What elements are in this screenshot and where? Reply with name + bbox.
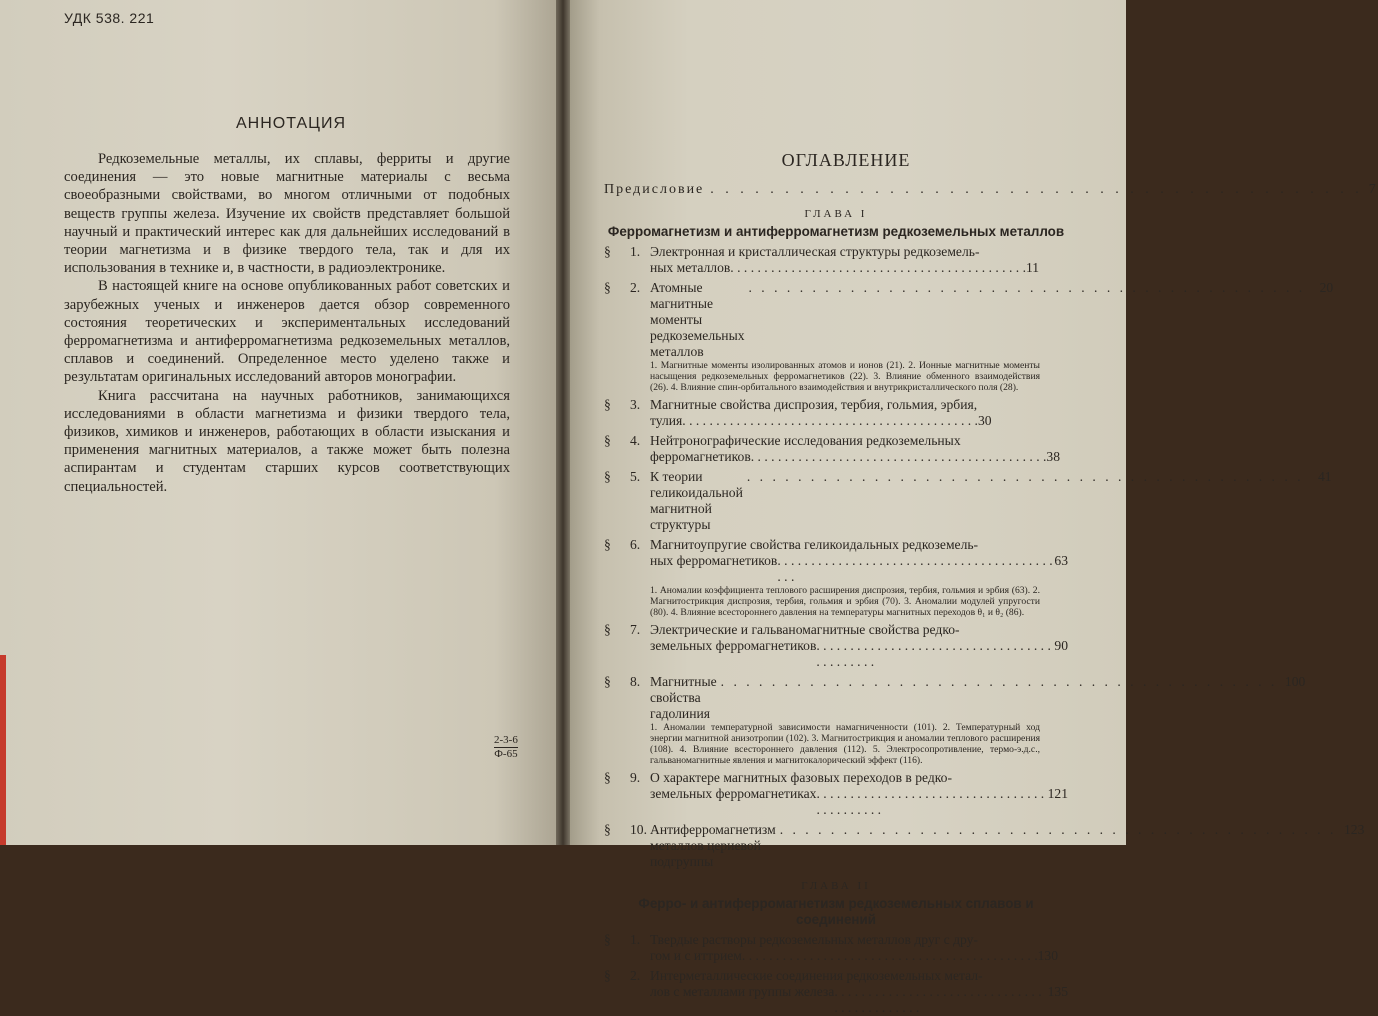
udk-code: УДК 538. 221 <box>64 10 155 26</box>
entry-title-first-line: Твердые растворы редкоземельных металлов друг с дру- <box>650 932 978 947</box>
leader-dots: . . . . . . . . . . . . . . . . . . . . . . . . . . . . . . . . . . . . . . . . . . . . <box>779 822 1337 837</box>
toc-entry-row[interactable] <box>604 280 1334 360</box>
toc-entry[interactable] <box>604 932 1068 964</box>
entry-title-tail: тулия <box>650 413 683 428</box>
leader-dots: . . . . . . . . . . . . . . . . . . . . . . . . . . . . . . . . . . . . . . . . . . . . <box>730 260 1026 275</box>
entry-number: 4. <box>630 433 641 448</box>
toc-entry[interactable] <box>604 770 1068 818</box>
section-sign: § <box>604 674 611 689</box>
entry-title-continuation <box>650 449 1068 465</box>
book-gutter <box>556 0 570 845</box>
entry-number: 1. <box>630 244 641 259</box>
section-sign: § <box>604 968 611 983</box>
toc-entry[interactable] <box>604 244 1068 276</box>
entry-title-tail: земельных ферромагнетиков <box>650 638 817 653</box>
toc-entry[interactable] <box>604 622 1068 670</box>
entry-number: 3. <box>630 397 641 412</box>
toc-entry-row[interactable] <box>604 770 1068 786</box>
entry-title-first-line: О характере магнитных фазовых переходов в редко- <box>650 770 953 785</box>
entry-subsections: 1. Аномалии температурной зависимости намагниченности (101). 2. Температурный ход энергии магнитной анизотропии (102). 3. Магнитострикция и аномалии теплового расширения (108). 4. Влияние всестороннего давления (112). 5. Электросопротивление, термо-э.д.с., гальваномагнитные явления и магнитокалорический эффект (116). <box>650 722 1040 766</box>
leader-dots: . . . . . . . . . . . . . . . . . . . . . . . . . . . . . . . . . . . . . . . . . . . . <box>682 413 978 428</box>
toc-entry-row[interactable] <box>604 822 1365 870</box>
preface-page: 7 <box>1368 182 1378 197</box>
toc-entry-row[interactable] <box>604 968 1068 984</box>
entry-page: 11 <box>1025 260 1040 275</box>
toc-entry[interactable] <box>604 280 1334 393</box>
entry-number: 1. <box>630 932 641 947</box>
entry-title-tail: ферромагнетиков <box>650 449 751 464</box>
entry-title-first-line: Интерметаллические соединения редкоземельных метал- <box>650 968 983 983</box>
toc-entry-row[interactable] <box>604 469 1332 533</box>
publisher-code-bottom: Ф-65 <box>494 748 518 760</box>
toc-entry-row[interactable] <box>604 537 1068 553</box>
section-sign: § <box>604 932 611 947</box>
leader-dots: . . . . . . . . . . . . . . . . . . . . . . . . . . . . . . . . . . . . . . . . . . . . <box>741 948 1038 963</box>
entry-title-first-line: Магнитные свойства диспрозия, тербия, гольмия, эрбия, <box>650 397 978 412</box>
annotation-title: АННОТАЦИЯ <box>235 115 347 132</box>
entry-number: 5. <box>630 469 641 484</box>
toc-entry-row[interactable] <box>604 397 1068 413</box>
entry-number: 9. <box>630 770 641 785</box>
entry-number: 2. <box>630 968 641 983</box>
entry-page: 41 <box>1317 469 1332 484</box>
section-sign: § <box>604 469 611 484</box>
entry-subsections: 1. Магнитные моменты изолированных атомов и ионов (21). 2. Ионные магнитные моменты насыщения редкоземельных ферромагнетиков (22). 3. Влияние обменного взаимодействия (26). 4. Влияние спин-орбитального взаимодействия и внутрикристаллического поля (28). <box>650 360 1040 393</box>
annotation-paragraph: В настоящей книге на основе опубликованных работ советских и зарубежных ученых и инженеров дается обзор современного состояния теоретических и экспериментальных исследований ферромагнетизма и антиферромагнетизма редкоземельных металлов, сплавов и соединений. Определенное место уделено также и результатам оригинальных исследований авторов монографии. <box>64 278 510 386</box>
entry-number: 2. <box>630 280 641 295</box>
entry-title-first-line: Магнитоупругие свойства геликоидальных редкоземель- <box>650 537 979 552</box>
entry-title: Магнитные свойства гадолиния <box>650 674 717 721</box>
section-sign: § <box>604 397 611 412</box>
toc-entry[interactable] <box>604 822 1365 870</box>
toc-entry-row[interactable] <box>604 674 1306 722</box>
section-sign: § <box>604 280 611 295</box>
entry-number: 8. <box>630 674 641 689</box>
entry-page: 100 <box>1284 674 1306 689</box>
section-sign: § <box>604 822 611 837</box>
entry-title: Антиферромагнетизм металлов цериевой подгруппы <box>650 822 776 869</box>
leader-dots: . . . . . . . . . . . . . . . . . . . . . . . . . . . . . . . . . . . . . . . . . . . . <box>750 449 1047 464</box>
entry-title: К теории геликоидальной магнитной структуры <box>650 469 743 532</box>
publisher-code <box>494 734 518 761</box>
chapter-2-title: Ферро- и антиферромагнетизм редкоземельных сплавов и соединений <box>638 896 1034 927</box>
entry-title-first-line: Нейтронографические исследования редкоземельных <box>650 433 961 448</box>
toc-entry[interactable] <box>604 674 1306 766</box>
entry-page: 38 <box>1046 449 1061 464</box>
leader-dots: . . . . . . . . . . . . . . . . . . . . . . . . . . . . . . . . . . . . . . . . . . . . <box>777 553 1053 584</box>
preface-label: Предисловие <box>604 182 705 197</box>
entry-page: 90 <box>1054 638 1068 653</box>
toc-entry-row[interactable] <box>604 244 1068 260</box>
toc-preface[interactable] <box>604 182 1378 198</box>
entry-title-continuation <box>650 413 1068 429</box>
toc-entry[interactable] <box>604 968 1068 1016</box>
toc-entry[interactable] <box>604 537 1068 618</box>
publisher-code-top: 2-3-6 <box>494 734 518 746</box>
chapter-1-entries <box>604 244 1365 870</box>
entry-title-continuation <box>650 553 1068 585</box>
entry-title-tail: гом и с иттрием <box>650 948 742 963</box>
entry-page: 135 <box>1047 984 1068 999</box>
table-of-contents <box>604 176 1378 1016</box>
entry-title-tail: ных металлов <box>650 260 731 275</box>
chapter-2-label: ГЛАВА II <box>801 880 871 892</box>
entry-page: 123 <box>1343 822 1365 837</box>
leader-dots: . . . . . . . . . . . . . . . . . . . . . . . . . . . . . . . . . . . . . . . . . . . . <box>710 182 1363 197</box>
annotation-paragraph: Редкоземельные металлы, их сплавы, ферриты и другие соединения — это новые магнитные материалы с весьма своеобразными свойствами, во многом отличными от подобных веществ группы железа. Изучение их свойств представляет большой научный и практический интерес как для дальнейших исследований в теории магнетизма и в физике твердого тела, так и для их использования в технике и, в частности, в радиоэлектронике. <box>64 151 510 277</box>
entry-number: 10. <box>630 822 647 837</box>
entry-title-continuation <box>650 638 1068 670</box>
toc-entry-row[interactable] <box>604 433 1068 449</box>
chapter-1-title: Ферромагнетизм и антиферромагнетизм редкоземельных металлов <box>607 224 1065 239</box>
section-sign: § <box>604 537 611 552</box>
entry-page: 20 <box>1319 280 1334 295</box>
chapter-2-entries <box>604 932 1068 1016</box>
annotation-paragraph: Книга рассчитана на научных работников, занимающихся исследованиями в области магнетизма и физики твердого тела, физиков, химиков и инженеров, работающих в области изыскания и применения магнитных материалов, а также может быть полезна аспирантам и студентам старших курсов соответствующих специальностей. <box>64 387 510 495</box>
leader-dots: . . . . . . . . . . . . . . . . . . . . . . . . . . . . . . . . . . . . . . . . . . . . <box>746 469 1304 484</box>
toc-entry-row[interactable] <box>604 932 1068 948</box>
toc-entry[interactable] <box>604 433 1068 465</box>
entry-number: 7. <box>630 622 641 637</box>
entry-title-tail: лов с металлами группы железа <box>650 984 835 999</box>
entry-page: 30 <box>977 413 992 428</box>
section-sign: § <box>604 622 611 637</box>
entry-title-first-line: Электрические и гальваномагнитные свойства редко- <box>650 622 960 637</box>
section-sign: § <box>604 244 611 259</box>
annotation-body <box>64 150 510 496</box>
leader-dots: . . . . . . . . . . . . . . . . . . . . . . . . . . . . . . . . . . . . . . . . . . . . <box>720 674 1278 689</box>
entry-title-continuation <box>650 786 1068 818</box>
entry-number: 6. <box>630 537 641 552</box>
entry-title: Атомные магнитные моменты редкоземельных металлов <box>650 280 745 359</box>
entry-title-continuation <box>650 948 1068 964</box>
entry-title-continuation <box>650 984 1068 1016</box>
toc-title: ОГЛАВЛЕНИЕ <box>781 150 911 170</box>
page-edge-mark <box>0 655 6 845</box>
leader-dots: . . . . . . . . . . . . . . . . . . . . . . . . . . . . . . . . . . . . . . . . . . . . <box>816 786 1045 817</box>
entry-title-tail: ных ферромагнетиков <box>650 553 778 568</box>
chapter-1-label: ГЛАВА I <box>804 208 868 220</box>
toc-entry[interactable] <box>604 469 1332 533</box>
entry-page: 130 <box>1037 948 1058 963</box>
entry-title-continuation <box>650 260 1068 276</box>
entry-subsections: 1. Аномалии коэффициента теплового расширения диспрозия, тербия, гольмия и эрбия (63). 2. Магнитострикция диспрозия, тербия, гольмия и эрбия (70). 3. Аномалии модулей упругости (80). 4. Влияние всестороннего давления на температуры магнитных переходов θ₁ и θ₂ (86). <box>650 585 1040 618</box>
entry-page: 121 <box>1047 786 1068 801</box>
section-sign: § <box>604 770 611 785</box>
leader-dots: . . . . . . . . . . . . . . . . . . . . . . . . . . . . . . . . . . . . . . . . . . . . <box>748 280 1306 295</box>
toc-entry-row[interactable] <box>604 622 1068 638</box>
leader-dots: . . . . . . . . . . . . . . . . . . . . . . . . . . . . . . . . . . . . . . . . . . . . <box>816 638 1051 669</box>
entry-title-first-line: Электронная и кристаллическая структуры редкоземель- <box>650 244 980 259</box>
leader-dots: . . . . . . . . . . . . . . . . . . . . . . . . . . . . . . . . . . . . . . . . . . . . <box>834 984 1042 1015</box>
entry-page: 63 <box>1054 553 1068 568</box>
entry-title-tail: земельных ферромагнетиках <box>650 786 817 801</box>
section-sign: § <box>604 433 611 448</box>
toc-entry[interactable] <box>604 397 1068 429</box>
